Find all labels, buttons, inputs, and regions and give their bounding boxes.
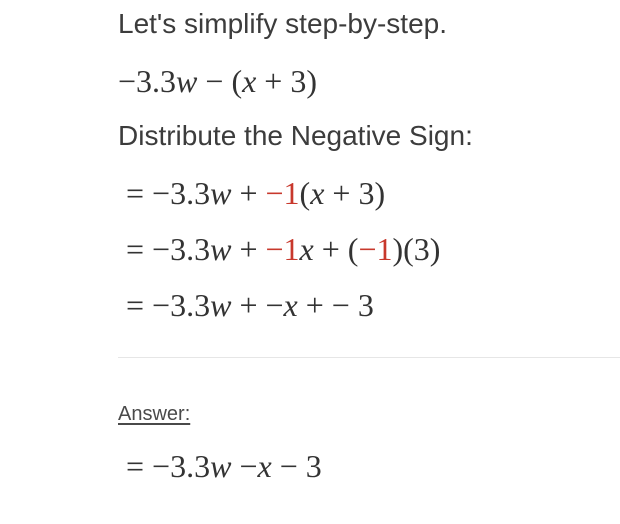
variable-x: x	[242, 63, 257, 99]
step-3	[126, 287, 374, 324]
section-divider	[118, 357, 620, 358]
negative-one-highlight: −1	[358, 231, 393, 267]
operator: +	[231, 175, 266, 211]
variable-x: x	[299, 231, 314, 267]
variable-w: w	[176, 63, 198, 99]
answer-expression	[126, 448, 322, 485]
step-2	[126, 231, 440, 268]
step-1	[126, 175, 385, 212]
paren-open: (	[299, 175, 311, 211]
coefficient: −3.3	[118, 63, 177, 99]
operator: −	[231, 448, 258, 484]
operator: +	[231, 231, 266, 267]
variable-x: x	[310, 175, 325, 211]
expression-tail: + − 3	[297, 287, 374, 323]
step-lead: = −3.3	[126, 175, 211, 211]
variable-w: w	[210, 175, 232, 211]
problem-expression	[118, 63, 317, 100]
operator: + (	[313, 231, 359, 267]
distribute-heading: Distribute the Negative Sign:	[118, 120, 473, 151]
answer-label: Answer:	[118, 403, 191, 425]
step-lead: = −3.3	[126, 287, 211, 323]
expression-tail: + 3)	[256, 63, 317, 99]
negative-one-highlight: −1	[265, 231, 300, 267]
variable-x: x	[283, 287, 298, 323]
variable-w: w	[210, 448, 232, 484]
step-lead: = −3.3	[126, 231, 211, 267]
expression-tail: )(3)	[392, 231, 441, 267]
operator: − (	[197, 63, 243, 99]
step-lead: = −3.3	[126, 448, 211, 484]
expression-tail: + 3)	[324, 175, 386, 211]
operator: + −	[231, 287, 284, 323]
expression-tail: − 3	[271, 448, 322, 484]
variable-w: w	[210, 231, 232, 267]
variable-x: x	[257, 448, 272, 484]
negative-one-highlight: −1	[265, 175, 300, 211]
variable-w: w	[210, 287, 232, 323]
intro-text: Let's simplify step-by-step.	[118, 8, 448, 39]
